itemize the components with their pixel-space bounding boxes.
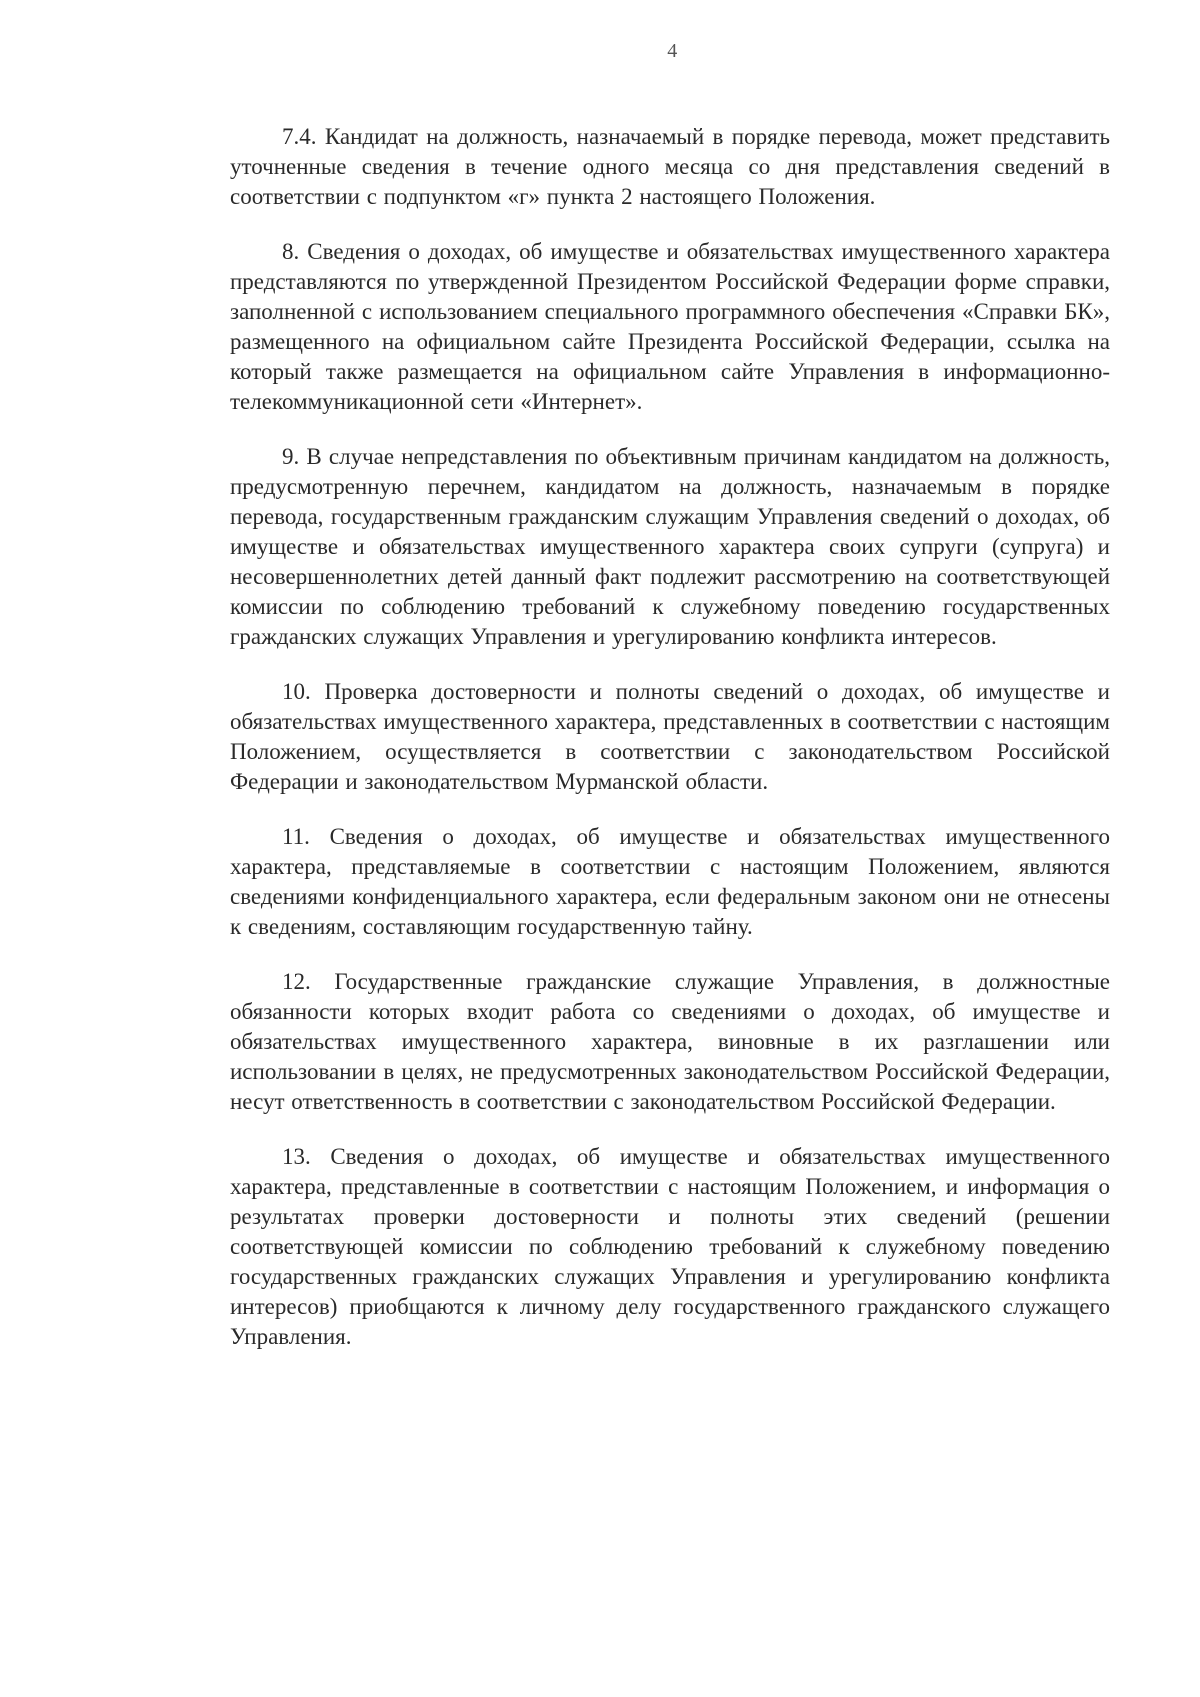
paragraph-13: 13. Сведения о доходах, об имуществе и обязательствах имущественного характера, представленные в соответствии с настоящим Положением, и информация о результатах проверки достоверности и полноты этих сведений (решении соответствующей комиссии по соблюдению требований к служебному поведению государственных гражданских служащих Управления и урегулированию конфликта интересов) приобщаются к личному делу государственного гражданского служащего Управления. bbox=[230, 1144, 1110, 1349]
paragraph-12: 12. Государственные гражданские служащие Управления, в должностные обязанности которых входит работа со сведениями о доходах, об имуществе и обязательствах имущественного характера, виновные в их разглашении или использовании в целях, не предусмотренных законодательством Российской Федерации, несут ответственность в соответствии с законодательством Российской Федерации. bbox=[230, 969, 1110, 1114]
document-body bbox=[230, 122, 1110, 1377]
paragraph-7-4: 7.4. Кандидат на должность, назначаемый в порядке перевода, может представить уточненные сведения в течение одного месяца со дня представления сведений в соответствии с подпунктом «г» пункта 2 настоящего Положения. bbox=[230, 124, 1110, 209]
paragraph-10: 10. Проверка достоверности и полноты сведений о доходах, об имуществе и обязательствах имущественного характера, представленных в соответствии с настоящим Положением, осуществляется в соответствии с законодательством Российской Федерации и законодательством Мурманской области. bbox=[230, 679, 1110, 794]
paragraph-11: 11. Сведения о доходах, об имуществе и обязательствах имущественного характера, представляемые в соответствии с настоящим Положением, являются сведениями конфиденциального характера, если федеральным законом они не отнесены к сведениям, составляющим государственную тайну. bbox=[230, 824, 1110, 939]
paragraph-9: 9. В случае непредставления по объективным причинам кандидатом на должность, предусмотренную перечнем, кандидатом на должность, назначаемым в порядке перевода, государственным гражданским служащим Управления сведений о доходах, об имуществе и обязательствах имущественного характера своих супруги (супруга) и несовершеннолетних детей данный факт подлежит рассмотрению на соответствующей комиссии по соблюдению требований к служебному поведению государственных гражданских служащих Управления и урегулированию конфликта интересов. bbox=[230, 444, 1110, 649]
paragraph-8: 8. Сведения о доходах, об имуществе и обязательствах имущественного характера представляются по утвержденной Президентом Российской Федерации форме справки, заполненной с использованием специального программного обеспечения «Справки БК», размещенного на официальном сайте Президента Российской Федерации, ссылка на который также размещается на официальном сайте Управления в информационно-телекоммуникационной сети «Интернет». bbox=[230, 239, 1110, 414]
page-number: 4 bbox=[667, 40, 678, 62]
